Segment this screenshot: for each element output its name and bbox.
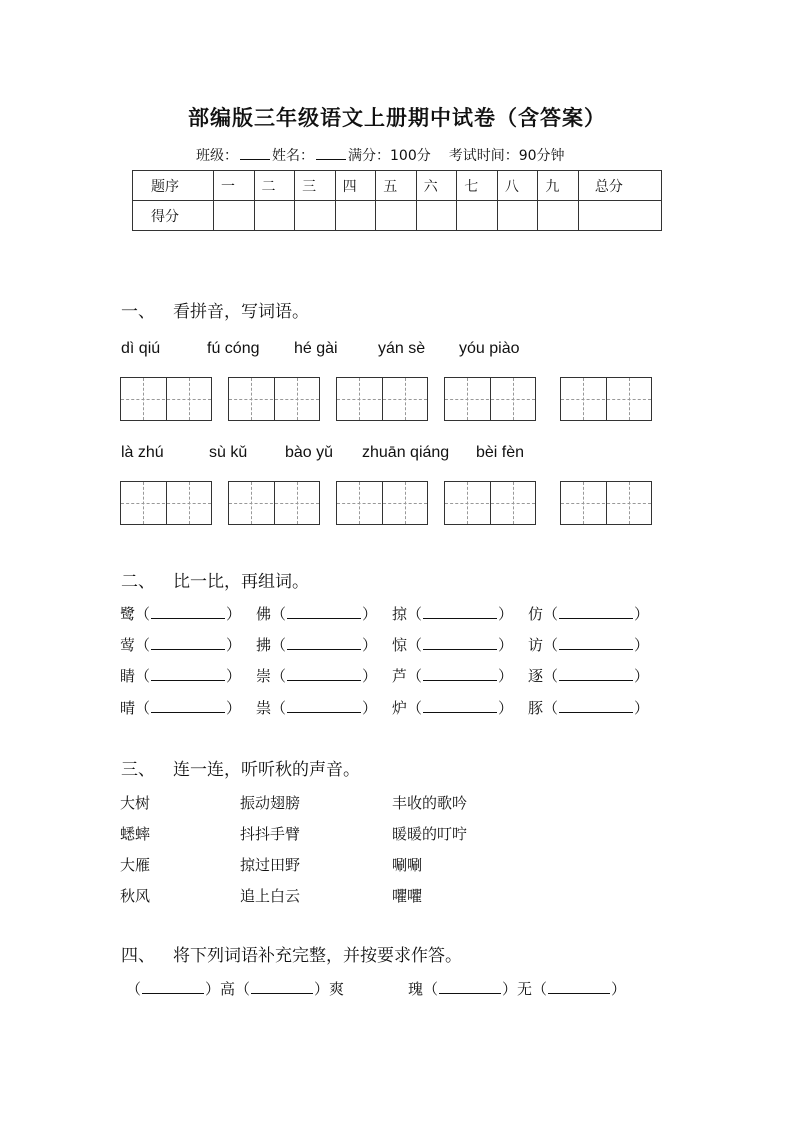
writing-grid[interactable]: [228, 377, 320, 421]
section4-heading: [121, 941, 462, 966]
writing-grid[interactable]: [560, 377, 652, 421]
compare-item: 睛（ ）: [120, 667, 242, 685]
score-cell[interactable]: [457, 201, 498, 231]
score-header-row: [133, 171, 662, 201]
pinyin: dì qiú: [121, 340, 161, 357]
answer-blank[interactable]: [251, 979, 313, 994]
class-label: 班级：: [196, 148, 238, 164]
pinyin: fú cóng: [207, 340, 260, 357]
compare-item: 惊（ ）: [392, 636, 514, 654]
answer-blank[interactable]: [151, 635, 225, 650]
pinyin: sù kǔ: [209, 444, 248, 461]
match-item-left[interactable]: 大树: [120, 794, 151, 812]
compare-item: 芦（ ）: [392, 667, 514, 685]
compare-item: 访（ ）: [528, 636, 650, 654]
answer-blank[interactable]: [559, 666, 633, 681]
match-item-middle[interactable]: 抖抖手臂: [240, 825, 301, 843]
answer-blank[interactable]: [548, 979, 610, 994]
score-header-cell: 五: [376, 171, 417, 201]
match-item-left[interactable]: 大雁: [120, 856, 151, 874]
compare-item: 拂（ ）: [256, 636, 378, 654]
writing-grid[interactable]: [120, 377, 212, 421]
compare-item: 崇（ ）: [256, 667, 378, 685]
score-cell[interactable]: [416, 201, 457, 231]
full-score: 满分：100分: [348, 148, 431, 164]
answer-blank[interactable]: [151, 698, 225, 713]
section1-heading: [121, 297, 309, 322]
section4-title: 将下列词语补充完整，并按要求作答。: [173, 946, 462, 966]
score-header-cell: 六: [416, 171, 457, 201]
score-cell[interactable]: [295, 201, 336, 231]
section2-title: 比一比，再组词。: [173, 572, 309, 592]
match-item-middle[interactable]: 追上白云: [240, 887, 301, 905]
score-table: [132, 170, 662, 231]
match-item-right[interactable]: 唰唰: [392, 856, 423, 874]
answer-blank[interactable]: [559, 635, 633, 650]
score-header-cell: 二: [254, 171, 295, 201]
answer-blank[interactable]: [142, 979, 204, 994]
compare-item: 鹭（ ）: [120, 605, 242, 623]
section3-heading: [121, 755, 360, 780]
answer-blank[interactable]: [287, 635, 361, 650]
score-cell[interactable]: [578, 201, 661, 231]
answer-blank[interactable]: [287, 604, 361, 619]
score-cell[interactable]: [376, 201, 417, 231]
match-item-right[interactable]: 丰收的歌吟: [392, 794, 468, 812]
answer-blank[interactable]: [423, 604, 497, 619]
section3-title: 连一连，听听秋的声音。: [173, 760, 360, 780]
pinyin: bào yǔ: [285, 444, 334, 461]
match-item-middle[interactable]: 掠过田野: [240, 856, 301, 874]
match-item-right[interactable]: 暖暖的叮咛: [392, 825, 468, 843]
score-cell[interactable]: [254, 201, 295, 231]
answer-blank[interactable]: [287, 666, 361, 681]
answer-blank[interactable]: [423, 666, 497, 681]
exam-time: 考试时间：90分钟: [448, 148, 565, 164]
compare-item: 掠（ ）: [392, 605, 514, 623]
score-cell[interactable]: [497, 201, 538, 231]
page-title: 部编版三年级语文上册期中试卷（含答案）: [188, 106, 606, 130]
score-header-cell: 一: [214, 171, 255, 201]
match-item-left[interactable]: 秋风: [120, 887, 151, 905]
score-row-label: 得分: [133, 201, 214, 231]
compare-item: 逐（ ）: [528, 667, 650, 685]
score-header-cell: 总分: [578, 171, 661, 201]
answer-blank[interactable]: [423, 635, 497, 650]
score-header-cell: 八: [497, 171, 538, 201]
name-blank[interactable]: [316, 147, 346, 160]
idiom-item-1: （ ）高（ ）爽: [126, 980, 345, 998]
section2-num: 二、: [121, 572, 155, 592]
writing-grid[interactable]: [560, 481, 652, 525]
score-row: [133, 201, 662, 231]
compare-item: 炉（ ）: [392, 699, 514, 717]
score-header-cell: 三: [295, 171, 336, 201]
compare-item: 莺（ ）: [120, 636, 242, 654]
pinyin: là zhú: [121, 444, 164, 461]
section3-num: 三、: [121, 760, 155, 780]
score-header-cell: 七: [457, 171, 498, 201]
section4-num: 四、: [121, 946, 155, 966]
compare-item: 佛（ ）: [256, 605, 378, 623]
pinyin: bèi fèn: [476, 444, 525, 461]
answer-blank[interactable]: [423, 698, 497, 713]
answer-blank[interactable]: [287, 698, 361, 713]
answer-blank[interactable]: [559, 698, 633, 713]
score-header-cell: 四: [335, 171, 376, 201]
answer-blank[interactable]: [559, 604, 633, 619]
idiom-item-2: 瑰（ ）无（ ）: [408, 980, 627, 998]
writing-grid[interactable]: [336, 481, 428, 525]
compare-item: 晴（ ）: [120, 699, 242, 717]
score-header-cell: 九: [538, 171, 579, 201]
compare-item: 祟（ ）: [256, 699, 378, 717]
class-blank[interactable]: [240, 147, 270, 160]
pinyin: zhuān qiáng: [362, 444, 450, 461]
pinyin: hé gài: [294, 340, 338, 357]
writing-grid[interactable]: [444, 481, 536, 525]
writing-grid[interactable]: [228, 481, 320, 525]
answer-blank[interactable]: [439, 979, 501, 994]
section2-heading: [121, 567, 309, 592]
writing-grid[interactable]: [444, 377, 536, 421]
compare-item: 仿（ ）: [528, 605, 650, 623]
name-label: 姓名：: [272, 148, 314, 164]
pinyin: yán sè: [378, 340, 426, 357]
pinyin: yóu piào: [459, 340, 520, 357]
exam-info: [196, 145, 565, 165]
answer-blank[interactable]: [151, 666, 225, 681]
score-header-cell: 题序: [133, 171, 214, 201]
match-item-right[interactable]: 㘗㘗: [392, 887, 423, 905]
section1-title: 看拼音，写词语。: [173, 302, 309, 322]
match-item-middle[interactable]: 振动翅膀: [240, 794, 301, 812]
score-cell[interactable]: [538, 201, 579, 231]
writing-grid[interactable]: [120, 481, 212, 525]
match-item-left[interactable]: 蟋蟀: [120, 825, 151, 843]
score-cell[interactable]: [335, 201, 376, 231]
writing-grid[interactable]: [336, 377, 428, 421]
compare-item: 豚（ ）: [528, 699, 650, 717]
answer-blank[interactable]: [151, 604, 225, 619]
section1-num: 一、: [121, 302, 155, 322]
score-cell[interactable]: [214, 201, 255, 231]
